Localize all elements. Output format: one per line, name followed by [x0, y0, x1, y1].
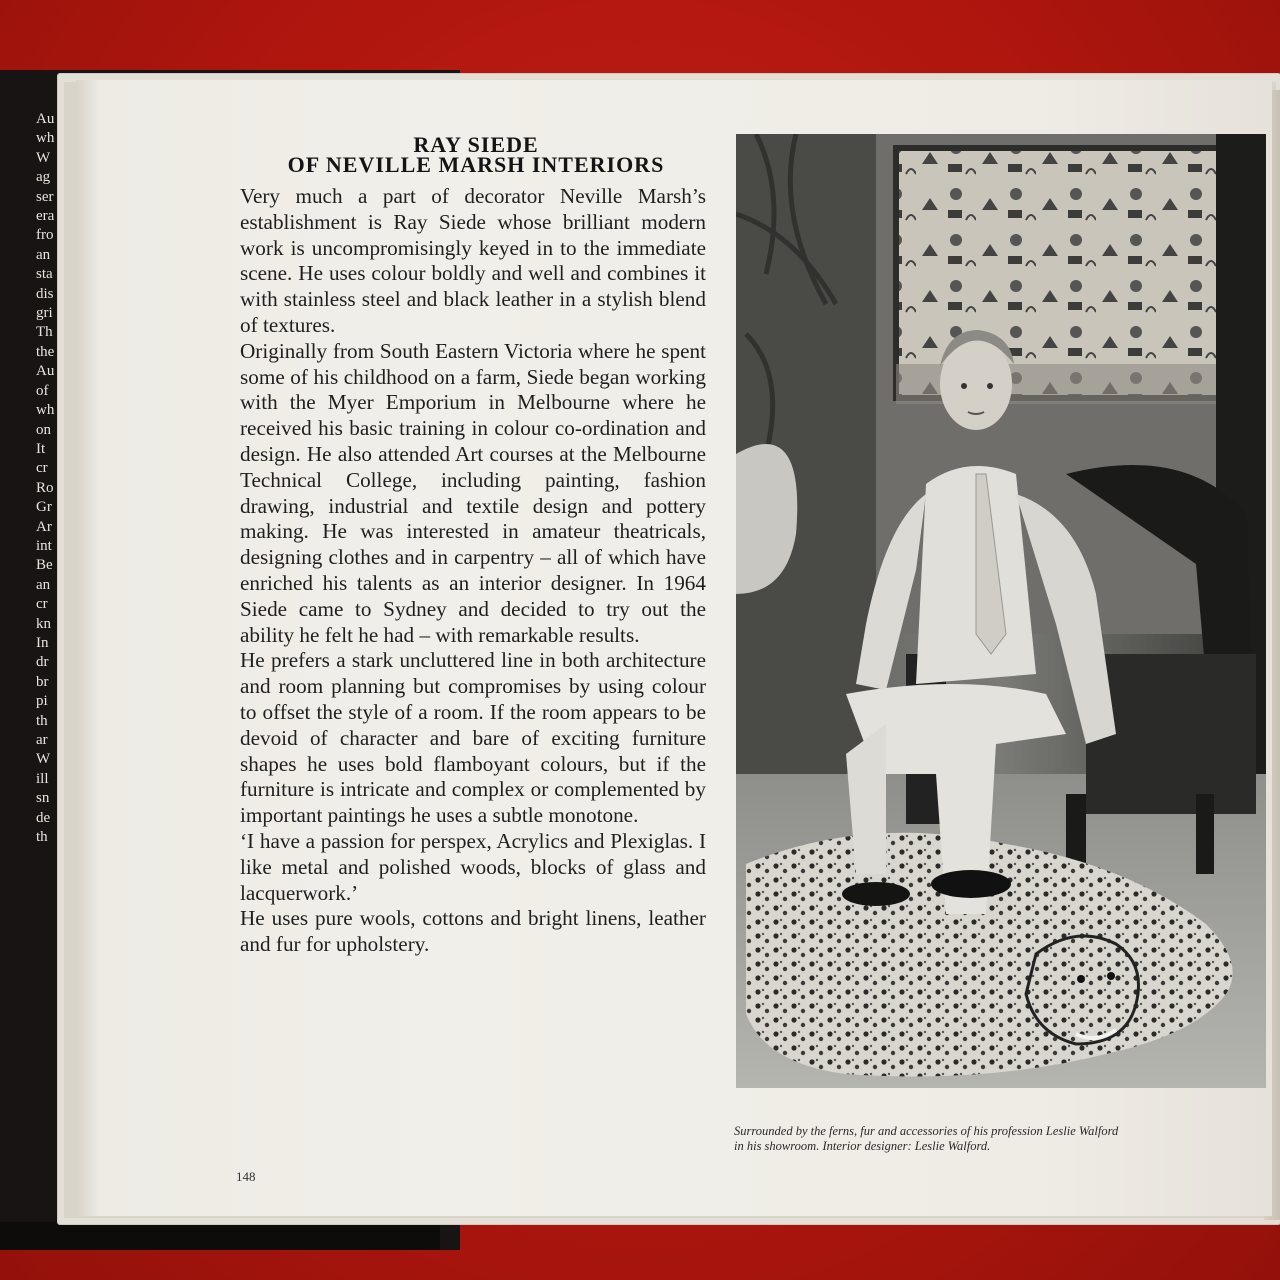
facing-page-fragment: Gr — [36, 499, 52, 516]
facing-page-fragment: an — [36, 246, 51, 263]
facing-page-fragment: int — [36, 537, 52, 554]
facing-page-fragment: pi — [36, 693, 48, 710]
facing-page-fragment: fro — [36, 227, 54, 244]
facing-page-fragment: sta — [36, 266, 53, 283]
article-subtitle: OF NEVILLE MARSH INTERIORS — [287, 152, 665, 177]
facing-page-fragment: wh — [36, 402, 55, 419]
facing-page-fragment: Th — [36, 324, 53, 341]
facing-page-fragment: Ro — [36, 479, 54, 496]
article-paragraph: Very much a part of decorator Neville Marsh’s establishment is Ray Siede whose brilliant modern work is uncompromisingly keyed in to the immediate scene. He uses colour boldly and well and combines it with stainless steel and black leather in a stylish blend of textures. — [240, 184, 706, 337]
facing-page-fragment: cr — [36, 460, 48, 477]
facing-page-fragment: era — [36, 208, 55, 225]
facing-page-fragment: cr — [36, 596, 48, 613]
facing-page-fragment: of — [36, 382, 49, 399]
facing-page-fragment: dr — [36, 654, 49, 671]
article-body — [240, 184, 706, 958]
facing-page-fragment: dis — [36, 285, 54, 302]
caption-line: in his showroom. Interior designer: Leslie Walford. — [734, 1139, 991, 1153]
facing-page-fragment: the — [36, 343, 55, 360]
article-title: RAY SIEDE — [413, 132, 539, 157]
facing-page-fragment: sn — [36, 790, 50, 807]
book-cover-shadow — [0, 1222, 440, 1250]
facing-page-fragment: Au — [36, 111, 55, 127]
caption-line: Surrounded by the ferns, fur and accessories of his profession Leslie Walford — [734, 1124, 1119, 1138]
facing-page-fragment: Au — [36, 363, 55, 380]
facing-page-fragment: Ar — [36, 518, 52, 535]
facing-page-fragment: It — [36, 440, 46, 457]
portrait-photo — [736, 134, 1266, 1088]
facing-page-fragment: W — [36, 149, 51, 166]
facing-page-fragment: an — [36, 576, 51, 593]
facing-page-fragment: In — [36, 634, 49, 651]
facing-page-fragment: ill — [36, 770, 49, 787]
photo-caption — [734, 1124, 1214, 1154]
article-paragraph: ‘I have a passion for perspex, Acrylics and Plexiglas. I like metal and polished woods, blocks of glass and lacquerwork.’ — [240, 828, 706, 905]
facing-page-fragment: th — [36, 829, 48, 846]
facing-page-fragment: wh — [36, 130, 55, 147]
facing-page-fragment: ag — [36, 169, 51, 186]
article-paragraph: Originally from South Eastern Victoria where he spent some of his childhood on a farm, Siede began working with the Myer Emporium in Melbourne where he received his basic training in colour co-ordination and design. He also attended Art courses at the Melbourne Technical College, including painting, fashion drawing, industrial and textile design and pottery making. He was interested in amateur theatricals, designing clothes and in carpentry – all of which have enriched his talents as an interior designer. In 1964 Siede came to Sydney and decided to try out the ability he felt he had – with remarkable results. — [240, 338, 706, 647]
facing-page-fragment: W — [36, 751, 51, 768]
page-number: 148 — [236, 1169, 256, 1184]
facing-page-fragment: kn — [36, 615, 51, 632]
facing-page-fragment: ser — [36, 188, 54, 205]
facing-page-fragment: gri — [36, 305, 53, 322]
facing-page-fragment: on — [36, 421, 51, 438]
facing-page-fragment: ar — [36, 732, 48, 748]
facing-page-fragment: th — [36, 712, 48, 729]
article-paragraph: He uses pure wools, cottons and bright linens, leather and fur for upholstery. — [240, 906, 706, 957]
article-paragraph: He prefers a stark uncluttered line in both architecture and room planning but compromises by using colour to offset the style of a room. If the room appears to be devoid of character and bare of exciting furniture shapes he uses bold flamboyant colours, but if the furniture is intricate and complex or complemented by important paintings he uses a subtle monotone. — [240, 648, 706, 828]
facing-page-fragment: de — [36, 809, 51, 826]
facing-page-fragment: Be — [36, 557, 53, 574]
portrait-photo-illustration — [736, 134, 1266, 1088]
facing-page-fragment: br — [36, 673, 49, 690]
